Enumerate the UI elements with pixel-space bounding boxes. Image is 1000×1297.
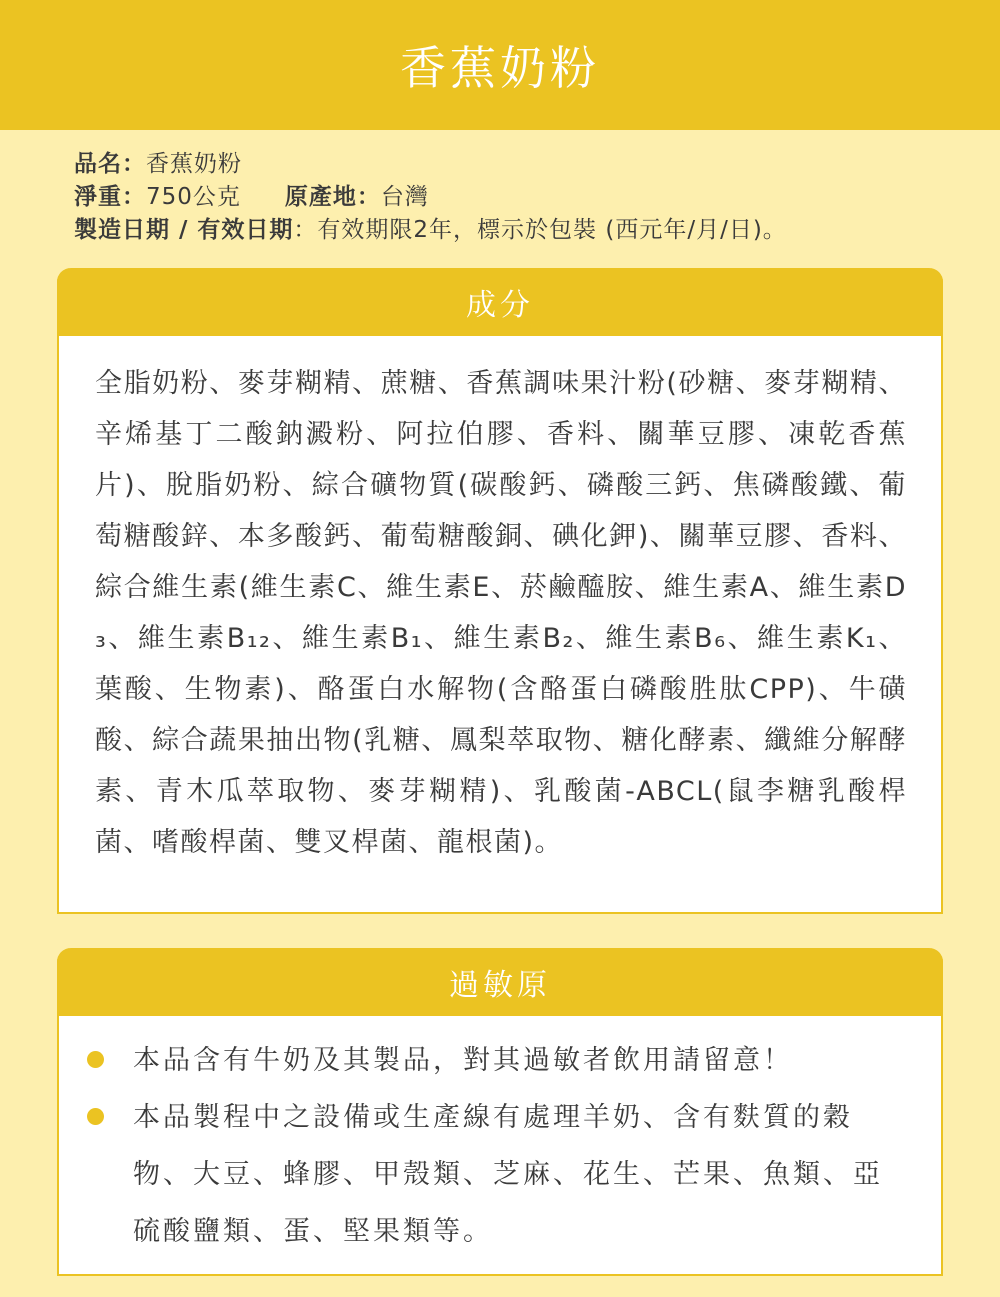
product-info (74, 148, 787, 247)
info-row-dates (74, 214, 787, 247)
name-label: 品名： (74, 151, 146, 177)
allergen-card (57, 948, 943, 1276)
page-title: 香蕉奶粉 (400, 41, 600, 95)
origin-label: 原產地： (284, 184, 381, 210)
date-label: 製造日期 / 有效日期 (74, 217, 294, 243)
bullet-icon (87, 1051, 104, 1068)
info-row-name (74, 148, 787, 181)
ingredients-header: 成分 (57, 268, 943, 336)
date-value: ：有效期限2年，標示於包裝 (西元年/月/日)。 (293, 217, 787, 243)
allergen-header: 過敏原 (57, 948, 943, 1016)
name-value: 香蕉奶粉 (146, 151, 242, 177)
ingredients-card (57, 268, 943, 914)
bullet-icon (87, 1108, 104, 1125)
allergen-item (87, 1089, 911, 1260)
origin-value: 台灣 (380, 184, 429, 210)
allergen-item (87, 1032, 911, 1089)
weight-label: 淨重： (74, 184, 146, 210)
allergen-item-text: 本品製程中之設備或生產線有處理羊奶、含有麩質的穀物、大豆、蜂膠、甲殼類、芝麻、花生、芒果、魚類、亞硫酸鹽類、蛋、堅果類等。 (133, 1102, 883, 1247)
ingredients-text: 全脂奶粉、麥芽糊精、蔗糖、香蕉調味果汁粉(砂糖、麥芽糊精、辛烯基丁二酸鈉澱粉、阿拉伯膠、香料、關華豆膠、凍乾香蕉片)、脫脂奶粉、綜合礦物質(碳酸鈣、磷酸三鈣、焦磷酸鐵、葡萄糖酸鋅、本多酸鈣、葡萄糖酸銅、碘化鉀)、關華豆膠、香料、綜合維生素(維生素C、維生素E、菸鹼醯胺、維生素A、維生素D₃、維生素B₁₂、維生素B₁、維生素B₂、維生素B₆、維生素K₁、葉酸、生物素)、酪蛋白水解物(含酪蛋白磷酸胜肽CPP)、牛磺酸、綜合蔬果抽出物(乳糖、鳳梨萃取物、糖化酵素、纖維分解酵素、青木瓜萃取物、麥芽糊精)、乳酸菌-ABCL(鼠李糖乳酸桿菌、嗜酸桿菌、雙叉桿菌、龍根菌)。 (95, 368, 907, 858)
info-row-weight-origin (74, 181, 787, 214)
title-banner (0, 0, 1000, 130)
weight-value: 750公克 (146, 184, 241, 210)
allergen-item-text: 本品含有牛奶及其製品，對其過敏者飲用請留意！ (133, 1045, 793, 1076)
allergen-list (87, 1032, 911, 1260)
